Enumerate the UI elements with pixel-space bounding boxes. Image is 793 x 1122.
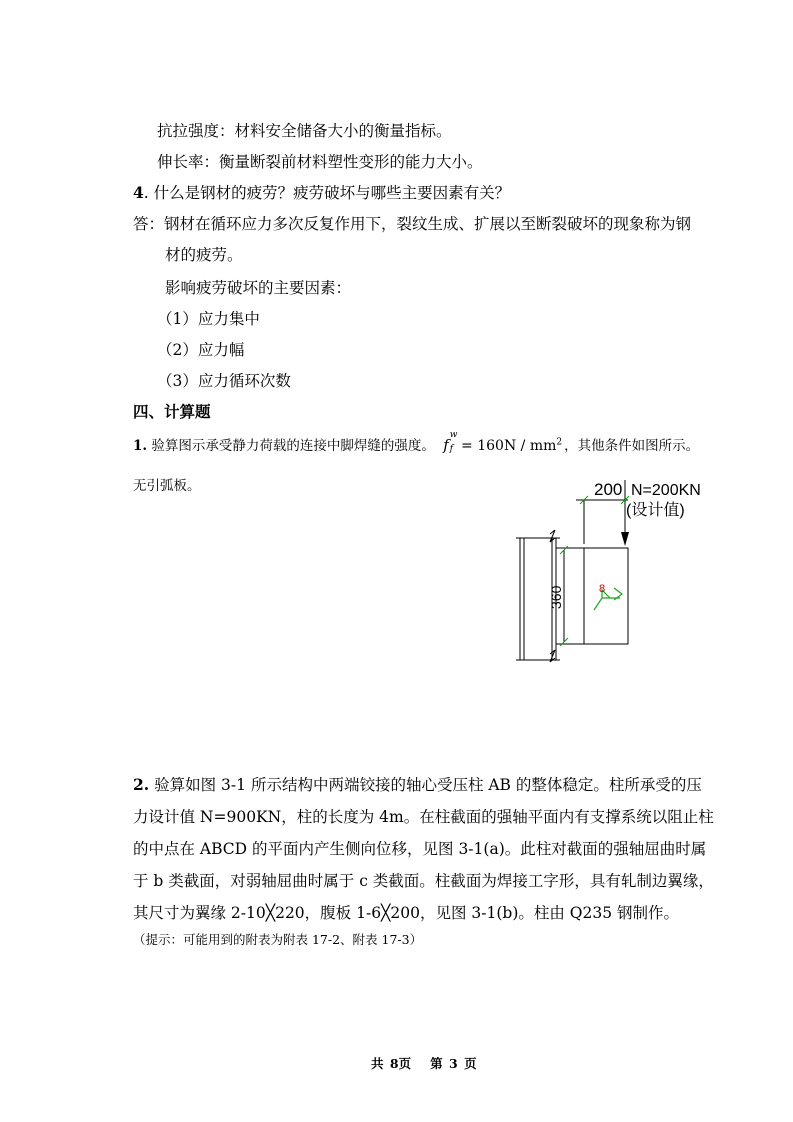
question-4-number: 4: [133, 183, 144, 202]
footer-total-unit: 页: [398, 1056, 412, 1071]
weld-size-label: 8: [599, 583, 606, 595]
question-4: [133, 181, 510, 203]
factor-2: （2）应力幅: [157, 341, 245, 359]
factor-1: （1）应力集中: [157, 310, 260, 328]
footer-page-label: 第: [430, 1056, 443, 1071]
section-heading-calc: 四、计算题: [133, 402, 211, 421]
answer-text-1: 钢材在循环应力多次反复作用下，裂纹生成、扩展以至断裂破坏的现象称为钢: [164, 215, 692, 233]
calc-question-2-line-3: 的中点在 ABCD 的平面内产生侧向位移，见图 3-1(a)。此柱对截面的强轴屈曲时属: [133, 840, 707, 858]
calc-question-2-line-5: 其尺寸为翼缘 2-10╳220，腹板 1-6╳200，见图 3-1(b)。柱由 Q235 钢制作。: [133, 904, 680, 922]
weld-strength-formula: [443, 430, 563, 454]
calc-question-1-note: 无引弧板。: [133, 478, 201, 494]
text-tensile-strength: 抗拉强度：材料安全储备大小的衡量指标。: [157, 122, 452, 140]
formula-value: = 160N / mm: [461, 438, 557, 454]
weld-connection-figure: [510, 474, 715, 669]
calc-question-1: [133, 430, 700, 454]
calc-question-2-text-1: 验算如图 3-1 所示结构中两端铰接的轴心受压柱 AB 的整体稳定。柱所承受的压: [154, 776, 702, 794]
calc-question-2-hint: （提示：可能用到的附表为附表 17-2、附表 17-3）: [133, 932, 423, 947]
calc-question-1-number: 1.: [133, 438, 148, 454]
answer-text-3: 影响疲劳破坏的主要因素：: [165, 279, 352, 297]
question-4-text: . 什么是钢材的疲劳？疲劳破坏与哪些主要因素有关？: [143, 184, 511, 202]
formula-exponent: 2: [556, 437, 563, 448]
footer-page-number: 3: [449, 1056, 458, 1071]
calc-question-2-line-1: [133, 773, 702, 795]
footer-page-unit: 页: [464, 1056, 477, 1071]
footer-total-label: 共: [371, 1056, 384, 1071]
text-elongation: 伸长率：衡量断裂前材料塑性变形的能力大小。: [157, 153, 483, 171]
calc-question-2-number: 2.: [133, 775, 150, 794]
dim-200-label: 200: [594, 480, 623, 499]
load-label: N=200KN: [631, 482, 701, 499]
load-note-label: (设计值): [626, 502, 685, 519]
answer-text-2: 材的疲劳。: [165, 246, 243, 264]
formula-sub-f: f: [449, 444, 454, 454]
weld-leader: [594, 598, 602, 610]
calc-question-2-line-2: 力设计值 N=900KN，柱的长度为 4m。在柱截面的强轴平面内有支撑系统以阻止柱: [133, 808, 714, 826]
calc-question-2-line-4: 于 b 类截面，对弱轴屈曲时属于 c 类截面。柱截面为焊接工字形，具有轧制边翼缘，: [133, 872, 714, 890]
break-mark-top: [550, 530, 555, 542]
factor-3: （3）应力循环次数: [157, 372, 291, 390]
bracket-plate: [584, 548, 628, 644]
calc-question-1-text: 验算图示承受静力荷载的连接中脚焊缝的强度。: [151, 438, 435, 454]
calc-question-1-tail: ，其他条件如图所示。: [564, 438, 700, 454]
formula-f: f: [443, 436, 449, 454]
formula-sup-w: w: [449, 430, 458, 440]
load-arrow-head: [621, 532, 629, 546]
answer-line-1: [133, 212, 691, 234]
answer-prefix: 答：: [133, 215, 165, 233]
dim-360-label: 360: [548, 585, 564, 609]
page-footer: [371, 1054, 477, 1072]
footer-total-pages: 8: [389, 1056, 399, 1071]
